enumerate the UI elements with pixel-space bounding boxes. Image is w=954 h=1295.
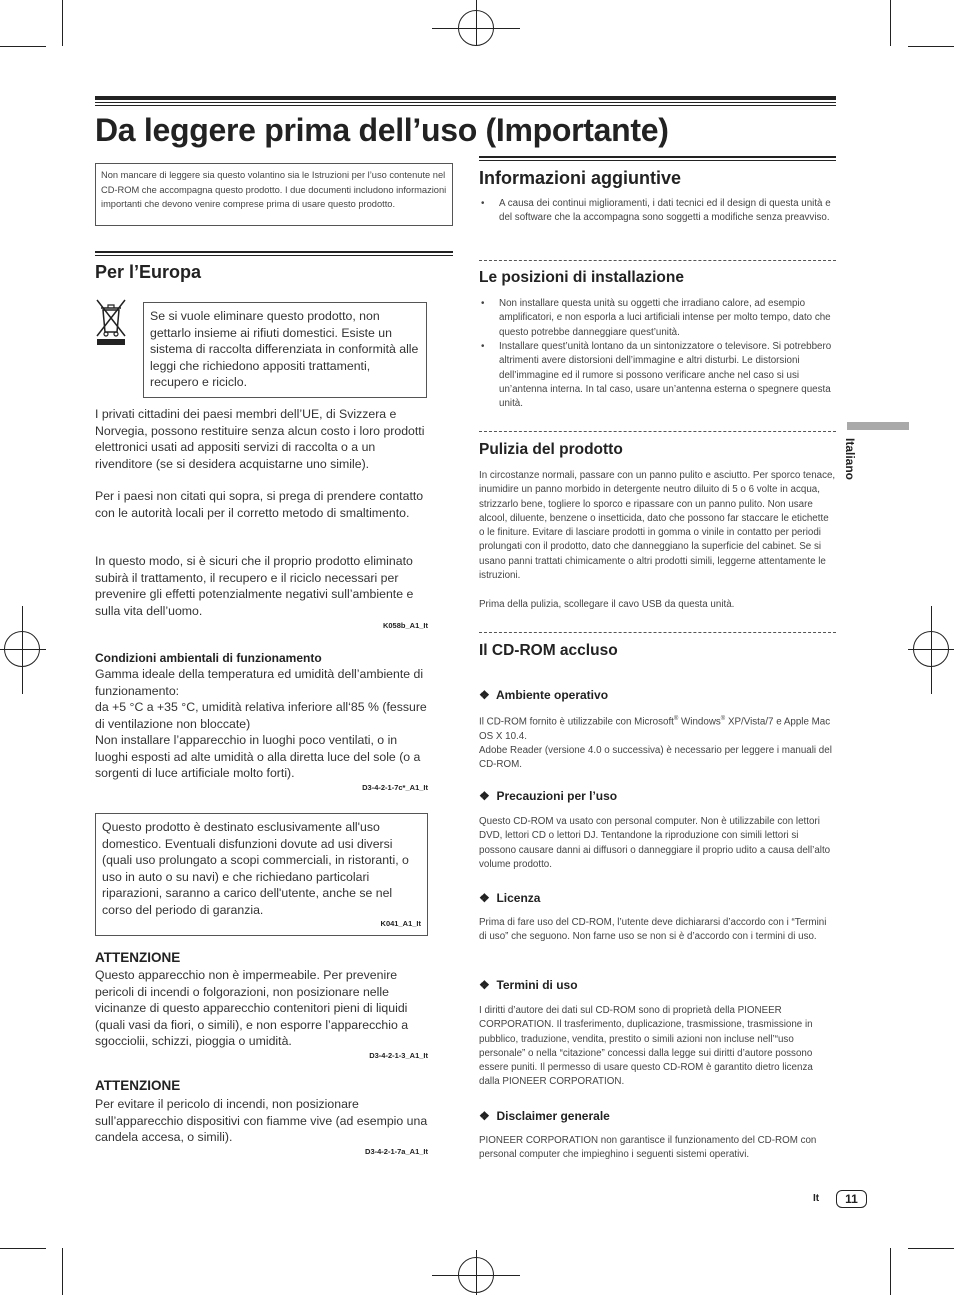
crop-mark [0,46,46,47]
crop-mark [908,1248,954,1249]
section-heading-cdrom: Il CD-ROM accluso [479,642,618,659]
crop-mark [890,0,891,46]
crop-mark [0,1248,46,1249]
reference-code: D3-4-2-1-7c*_A1_It [362,783,428,792]
env-heading: Condizioni ambientali di funzionamento [95,651,322,665]
bullet-dot: • [481,298,485,309]
bullet-dot: • [481,341,485,352]
section-heading-info: Informazioni aggiuntive [479,168,682,188]
bullet-item: • Non installare questa unità su oggetti che irradiano calore, ad esempio amplificatori, e non esporla a luci artificiali intense per molto tempo, dato che questo potrebbe danneggiare quest’unità. [481,298,831,338]
env-line: Non installare l’apparecchio in luoghi poco ventilati, o in luoghi esposti ad alte umidità o alla diretta luce del sole (o a sorgenti di luce artificiale molto forti). [95,733,421,780]
crop-mark [62,0,63,46]
subheading-license: ❖ Licenza [479,891,541,905]
diamond-icon: ❖ [479,1109,490,1123]
crossed-out-wheelie-bin-icon [95,298,127,348]
domestic-use-box [95,813,428,936]
crop-mark [890,1248,891,1295]
reference-code: K041_A1_It [380,919,421,928]
crop-mark [908,46,954,47]
dotted-rule [479,632,836,633]
title-rule-thin [95,105,836,106]
diamond-icon: ❖ [479,891,490,905]
dotted-rule [479,431,836,432]
env-line: da +5 °C a +35 °C, umidità relativa inferiore all‘85 % (fessure di ventilazione non bloccate) [95,700,427,731]
attention-text: Questo apparecchio non è impermeabile. Per prevenire pericoli di incendi o folgorazioni, non posizionare nelle vicinanze di questo apparecchio contenitori pieni di liquidi (quali vasi da fiori, o simili), e non esporre l’apparecchio a sgocciolii, schizzi, pioggia o umidità. [95,968,409,1048]
diamond-icon: ❖ [479,789,490,803]
crop-mark [62,1248,63,1295]
subheading-precautions: ❖ Precauzioni per l’uso [479,789,618,803]
license-text: Prima di fare uso del CD-ROM, l’utente deve dichiararsi d’accordo con i “Termini di uso” che seguono. Non farne uso se non si è d’accordo con i termini di uso. [479,917,827,943]
environment-text: Il CD-ROM fornito è utilizzabile con Microsoft® Windows® XP/Vista/7 e Apple Mac OS X 10.4. Adobe Reader (versione 4.0 o successiva) è necessario per leggere i manuali del CD-ROM. [479,716,832,771]
title-rule-thin [95,102,836,103]
bullet-dot: • [481,198,485,209]
precautions-text: Questo CD-ROM va usato con personal computer. Non è utilizzabile con lettori DVD, lettori CD o lettori DJ. Tentandone la riproduzione con simili lettori si possono causare danni ai diffusori o danneggiare il proprio udito a causa dell’alto volume prodotto. [479,816,831,870]
reference-code: K058b_A1_It [382,621,428,630]
subheading-environment: ❖ Ambiente operativo [479,688,609,702]
section-rule [479,156,836,161]
language-tab-label: Italiano [843,438,857,481]
reference-code: D3-4-2-1-3_A1_It [369,1051,428,1060]
europe-paragraph: In questo modo, si è sicuri che il proprio prodotto eliminato subirà il trattamento, il recupero e il riciclo necessari per prevenire gli effetti potenzialmente negativi sull’ambiente e sulla vita dell’uomo. [95,554,414,618]
title-rule-thick [95,96,836,100]
page-title: Da leggere prima dell’uso (Importante) [95,112,669,148]
bullet-item: • A causa dei continui miglioramenti, i dati tecnici ed il design di questa unità e del software che la accompagna sono soggetti a modifiche senza preavviso. [481,198,831,224]
europe-paragraph: Per i paesi non citati qui sopra, si prega di prendere contatto con le autorità locali per il corretto metodo di smaltimento. [95,489,424,520]
subheading-disclaimer: ❖ Disclaimer generale [479,1109,610,1123]
env-line: Gamma ideale della temperatura ed umidità dell’ambiente di funzionamento: [95,667,424,698]
europe-paragraph: I privati cittadini dei paesi membri dell’UE, di Svizzera e Norvegia, possono restituire senza alcun costo i loro prodotti elettronici usati ad appositi servizi di raccolta o a un rivenditore (se si desidera acquistarne uno simile). [95,407,425,471]
attention-heading: ATTENZIONE [95,1078,181,1093]
dotted-rule [479,260,836,261]
attention-heading: ATTENZIONE [95,950,181,965]
diamond-icon: ❖ [479,978,490,992]
domestic-use-text: Questo prodotto è destinato esclusivamente all'uso domestico. Eventuali disfunzioni dovute ad usi diversi (quali uso prolungato a scopi commerciali, in ristoranti, o uso in auto o su navi) e che richiedano particolari riparazioni, saranno a carico dell'utente, anche se nel corso del periodo di garanzia. [102,820,409,917]
terms-text: I diritti d’autore dei dati sul CD-ROM sono di proprietà della PIONEER CORPORATION. Il trasferimento, duplicazione, trasmissione, trasmissione in pubblico, traduzione, vendita, prestito o simili azioni non incluse nell’“uso personale” o nella “citazione” concessi dalla legge sui diritti d’autore possono essere puniti. Il permesso di usare questo CD-ROM è garantito dietro licenza dalla PIONEER CORPORATION. [479,1005,813,1088]
intro-note-box: Non mancare di leggere sia questo volantino sia le Istruzioni per l’uso contenute nel CD-ROM che accompagna questo prodotto. I due documenti includono informazioni importanti che devono venire comprese prima di usare questo prodotto. [95,163,453,226]
language-tab [847,422,909,430]
section-heading-install: Le posizioni di installazione [479,269,684,286]
subheading-terms: ❖ Termini di uso [479,978,578,992]
cleaning-text: In circostanze normali, passare con un panno pulito e asciutto. Per sporco tenace, inumidire un panno morbido in detergente neutro diluito di 5 o 6 volte in acqua, strizzarlo bene, togliere lo sporco e ripassare con un panno pulito. Non usare alcool, diluente, benzene o insetticida, dato che possono far staccare le etichette o le finiture. Evitare di lasciare prodotti in gomma o vinile in contatto per periodi prolungati con il prodotto, dato che danneggiano la superficie del cabinet. Se si usano panni trattati chimicamente o altri prodotti simili, leggerne attentamente le istruzioni. [479,470,836,582]
section-heading-europe: Per l’Europa [95,262,202,282]
cleaning-text: Prima della pulizia, scollegare il cavo USB da questa unità. [479,599,735,610]
waste-disposal-box: Se si vuole eliminare questo prodotto, non gettarlo insieme ai rifiuti domestici. Esiste un sistema di raccolta differenziata in conformità alle leggi che richiedono appositi trattamenti, recupero e riciclo. [143,302,427,398]
disclaimer-text: PIONEER CORPORATION non garantisce il funzionamento del CD-ROM con personal computer che impieghino i seguenti sistemi operativi. [479,1135,817,1161]
bullet-item: • Installare quest’unità lontano da un sintonizzatore o televisore. Si potrebbero altrimenti avere distorsioni dell’immagine e altri disturbi. Le distorsioni dell’immagine ed il rumore si possono verificare anche nel caso si usi un’antenna interna. In tal caso, usare un’antenna esterna o spegnere questa unità. [481,341,832,410]
section-rule [95,251,453,256]
reference-code: D3-4-2-1-7a_A1_It [365,1147,428,1156]
diamond-icon: ❖ [479,688,490,702]
footer-language: It [813,1193,820,1204]
page-number: 11 [836,1190,867,1208]
attention-text: Per evitare il pericolo di incendi, non posizionare sull’apparecchio dispositivi con fiamme vive (ad esempio una candela accesa, o simili). [95,1097,428,1144]
section-heading-cleaning: Pulizia del prodotto [479,441,623,458]
